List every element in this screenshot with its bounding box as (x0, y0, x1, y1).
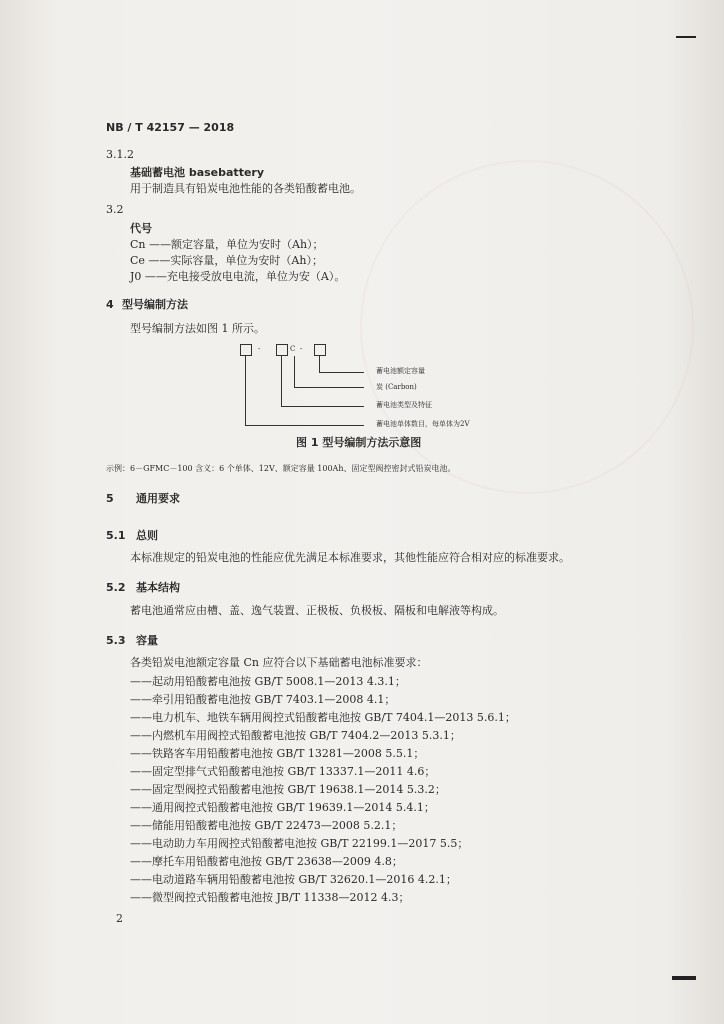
section-title-5-2: 基本结构 (136, 581, 180, 594)
figure-caption: 图 1 型号编制方法示意图 (296, 436, 422, 449)
standard-item: ——内燃机车用阀控式铅酸蓄电池按 GB/T 7404.2—2013 5.3.1； (130, 729, 461, 742)
leader-2-v (294, 356, 295, 387)
section-desc-5-1: 本标准规定的铅炭电池的性能应优先满足本标准要求，其他性能应符合相对应的标准要求。 (130, 551, 570, 564)
leader-1-h (319, 372, 364, 373)
section-desc-5-3: 各类铅炭电池额定容量 Cn 应符合以下基础蓄电池标准要求： (130, 656, 428, 669)
standard-item: ——通用阀控式铅酸蓄电池按 GB/T 19639.1—2014 5.4.1； (130, 801, 435, 814)
page-header: NB / T 42157 — 2018 (106, 121, 235, 134)
section-number-5: 5 (106, 492, 114, 505)
leader-3-v (281, 356, 282, 406)
standard-item: ——电动道路车辆用铅酸蓄电池按 GB/T 32620.1—2016 4.2.1； (130, 873, 457, 886)
diagram-label-3: 蓄电池类型及特征 (376, 401, 432, 409)
diagram-letter: C (290, 345, 296, 353)
diagram-box-1 (240, 344, 252, 356)
standard-item: ——电力机车、地铁车辆用阀控式铅酸蓄电池按 GB/T 7404.1—2013 5.6.1； (130, 711, 516, 724)
standard-item: ——固定型排气式铅酸蓄电池按 GB/T 13337.1—2011 4.6； (130, 765, 436, 778)
section-desc-5-2: 蓄电池通常应由槽、盖、逸气装置、正极板、负极板、隔板和电解液等构成。 (130, 604, 504, 617)
standard-item: ——储能用铅酸蓄电池按 GB/T 22473—2008 5.2.1； (130, 819, 403, 832)
edge-mark-top (676, 36, 696, 38)
diagram-box-2 (276, 344, 288, 356)
diagram-separator-1: - (258, 345, 261, 353)
standard-item: ——牵引用铅酸蓄电池按 GB/T 7403.1—2008 4.1； (130, 693, 396, 706)
diagram-label-2: 炭 (Carbon) (376, 383, 417, 391)
code-line-1: Cn ——额定容量，单位为安时（Ah）； (130, 238, 324, 251)
diagram-box-3 (314, 344, 326, 356)
section-title-5-3: 容量 (136, 634, 158, 647)
standard-item: ——微型阀控式铅酸蓄电池按 JB/T 11338—2012 4.3； (130, 891, 410, 904)
section-title-5: 通用要求 (136, 492, 180, 505)
diagram-label-1: 蓄电池额定容量 (376, 367, 425, 375)
code-line-2: Ce ——实际容量，单位为安时（Ah）； (130, 254, 323, 267)
example-line: 示例：6－GFMC－100 含义：6 个单体、12V、额定容量 100Ah、固定型阀控密封式铅炭电池。 (106, 464, 456, 473)
page-number: 2 (116, 912, 123, 925)
section-number-5-1: 5.1 (106, 529, 126, 542)
standard-item: ——铁路客车用铅酸蓄电池按 GB/T 13281—2008 5.5.1； (130, 747, 425, 760)
diagram-separator-2: - (300, 345, 303, 353)
code-line-3: J0 ——充电接受放电电流，单位为安（A）。 (130, 270, 346, 283)
section-number-5-2: 5.2 (106, 581, 126, 594)
section-number-4: 4 (106, 298, 114, 311)
leader-2-h (294, 387, 364, 388)
standard-item: ——起动用铅酸蓄电池按 GB/T 5008.1—2013 4.3.1； (130, 675, 406, 688)
section-title-4: 型号编制方法 (122, 298, 188, 311)
standard-item: ——摩托车用铅酸蓄电池按 GB/T 23638—2009 4.8； (130, 855, 403, 868)
section-desc-3-1-2: 用于制造具有铅炭电池性能的各类铅酸蓄电池。 (130, 182, 361, 195)
model-diagram (240, 344, 500, 434)
section-title-3-2: 代号 (130, 222, 152, 235)
leader-1-v (319, 356, 320, 372)
section-title-3-1-2: 基础蓄电池 basebattery (130, 166, 265, 179)
section-title-5-1: 总则 (136, 529, 158, 542)
section-number-3-1-2: 3.1.2 (106, 148, 134, 161)
diagram-label-4: 蓄电池单体数目，每单体为2V (376, 420, 470, 428)
standard-item: ——固定型阀控式铅酸蓄电池按 GB/T 19638.1—2014 5.3.2； (130, 783, 446, 796)
standard-item: ——电动助力车用阀控式铅酸蓄电池按 GB/T 22199.1—2017 5.5； (130, 837, 469, 850)
edge-mark-bottom (672, 976, 696, 980)
leader-4-v (245, 356, 246, 425)
section-number-5-3: 5.3 (106, 634, 126, 647)
section-number-3-2: 3.2 (106, 203, 124, 216)
leader-4-h (245, 425, 364, 426)
section-desc-4: 型号编制方法如图 1 所示。 (130, 322, 265, 335)
leader-3-h (281, 406, 364, 407)
